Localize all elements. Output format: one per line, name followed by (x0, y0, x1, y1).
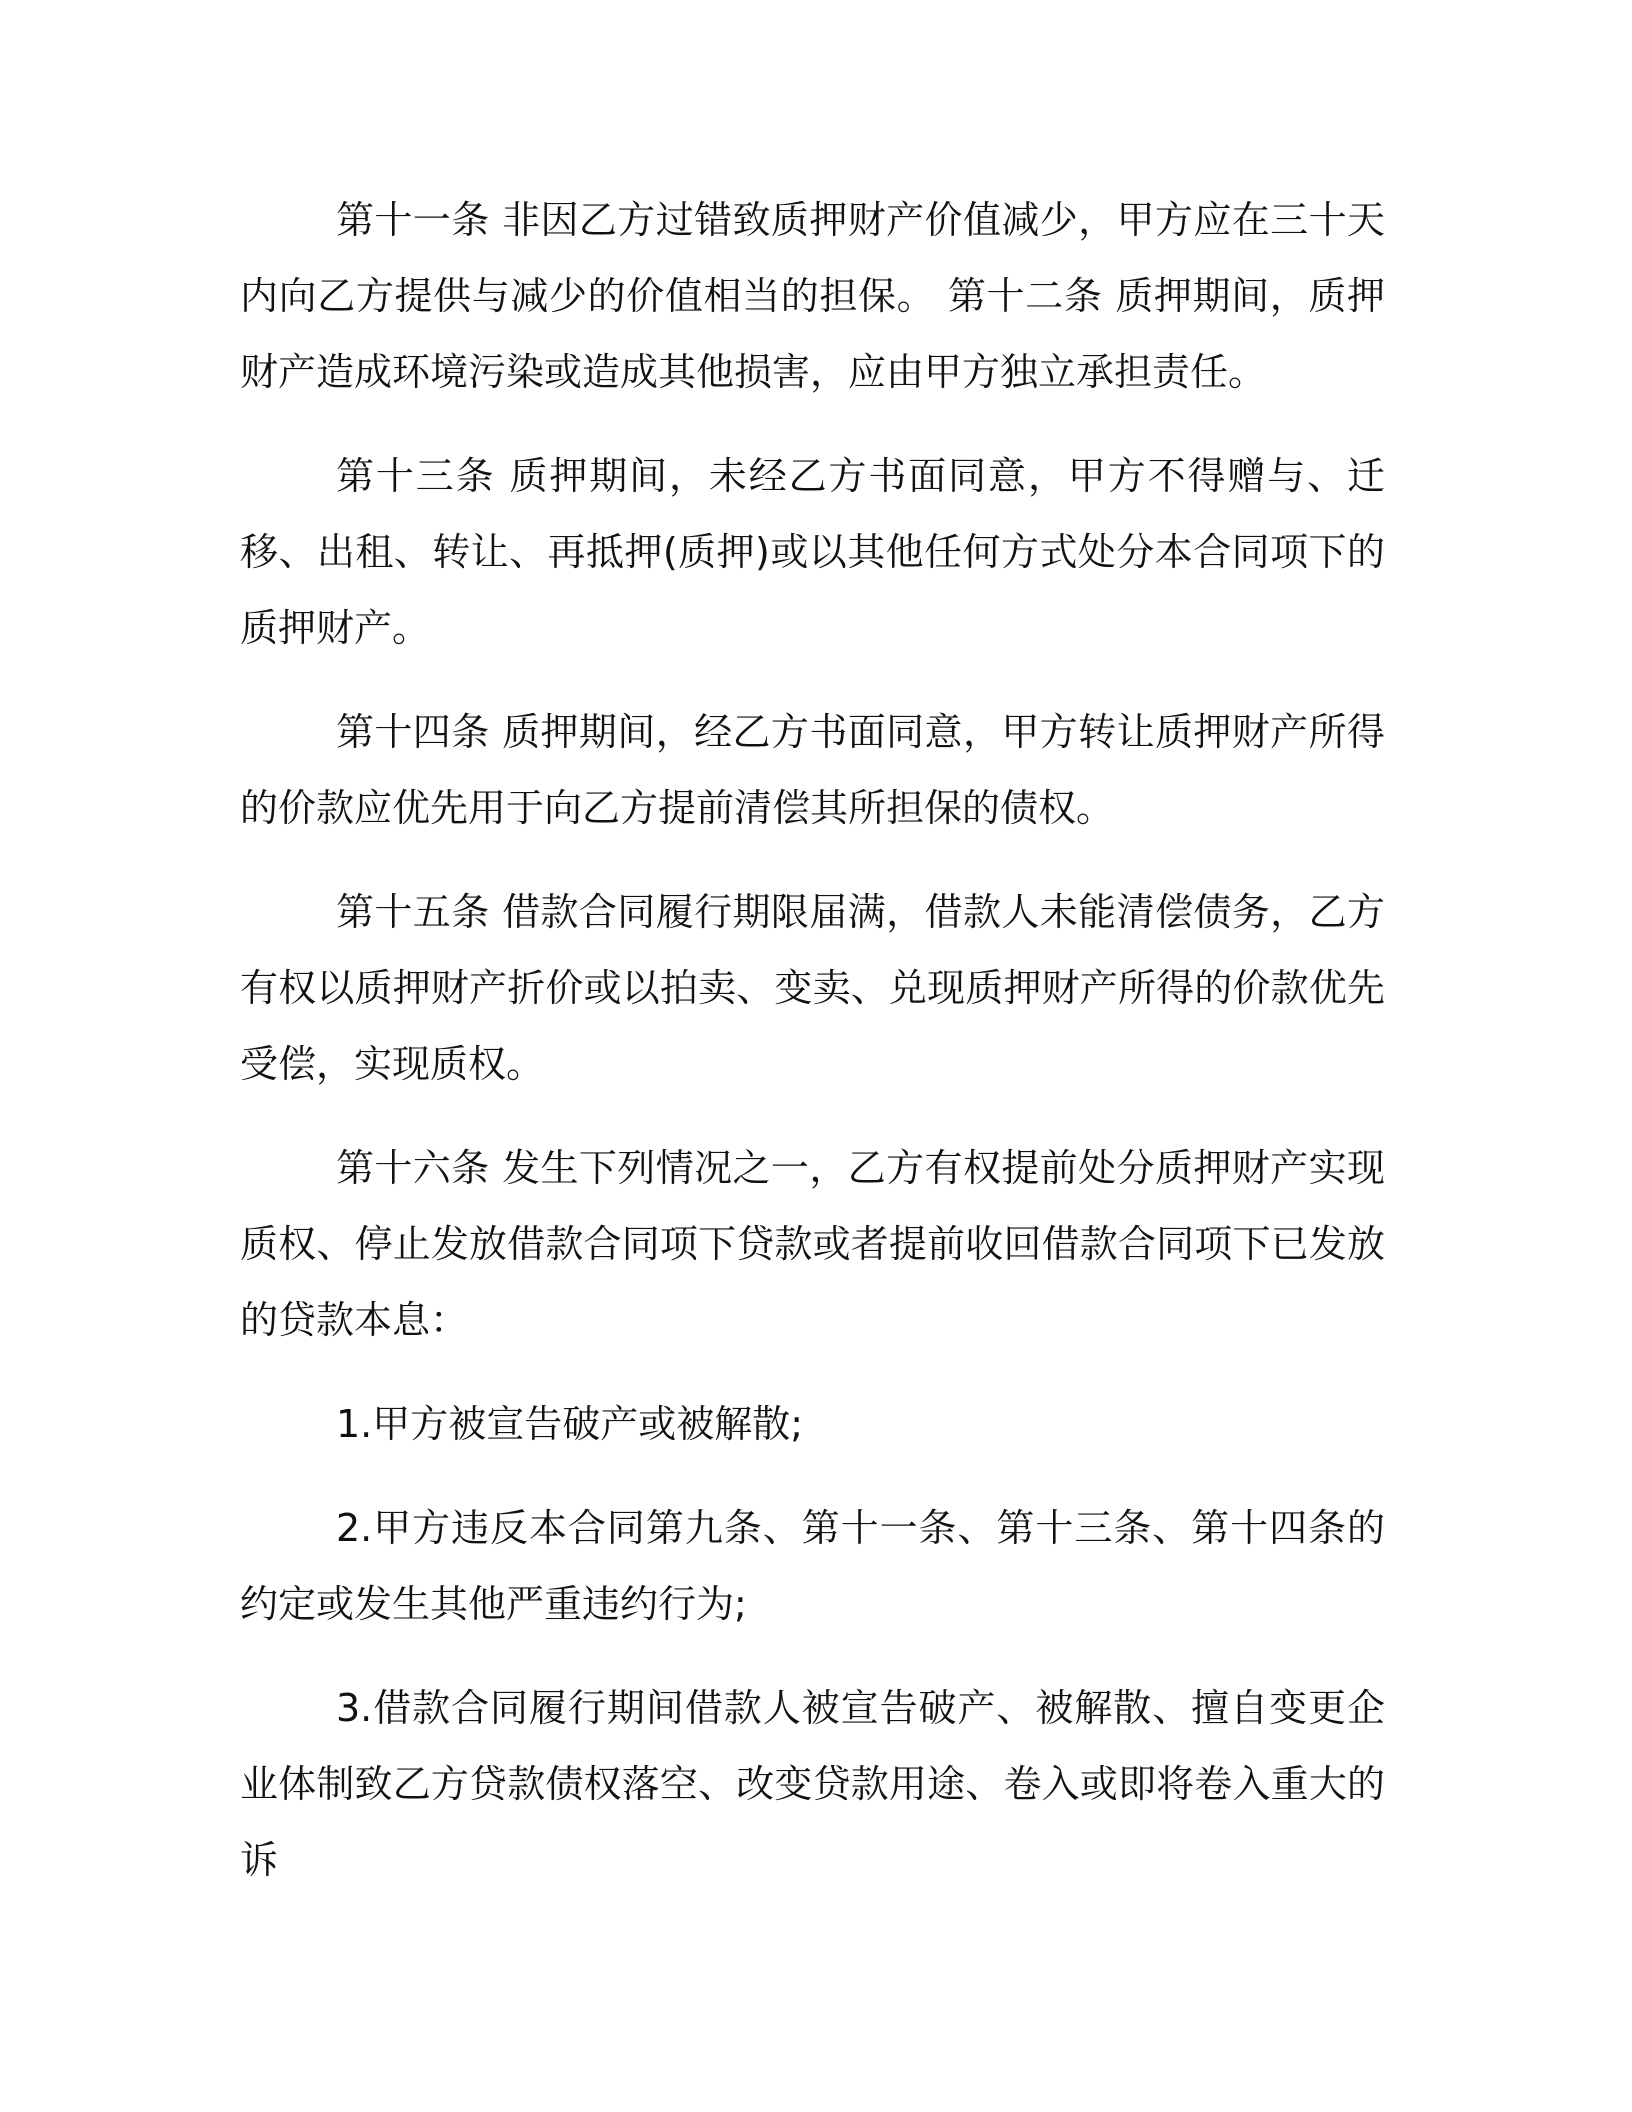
list-item-2: 2.甲方违反本合同第九条、第十一条、第十三条、第十四条的约定或发生其他严重违约行为; (240, 1506, 1385, 1626)
paragraph-article-16: 第十六条 发生下列情况之一，乙方有权提前处分质押财产实现质权、停止发放借款合同项下贷款或者提前收回借款合同项下已发放的贷款本息： (240, 1146, 1385, 1342)
paragraph-article-13: 第十三条 质押期间，未经乙方书面同意，甲方不得赠与、迁移、出租、转让、再抵押(质押)或以其他任何方式处分本合同项下的质押财产。 (240, 454, 1385, 650)
list-item-1: 1.甲方被宣告破产或被解散; (336, 1402, 804, 1446)
document-body (240, 182, 1385, 1926)
list-item-3: 3.借款合同履行期间借款人被宣告破产、被解散、擅自变更企业体制致乙方贷款债权落空、改变贷款用途、卷入或即将卷入重大的诉 (240, 1686, 1385, 1882)
paragraph-article-14: 第十四条 质押期间，经乙方书面同意，甲方转让质押财产所得的价款应优先用于向乙方提前清偿其所担保的债权。 (240, 710, 1385, 830)
paragraph-article-11-12: 第十一条 非因乙方过错致质押财产价值减少，甲方应在三十天内向乙方提供与减少的价值相当的担保。 第十二条 质押期间，质押财产造成环境污染或造成其他损害，应由甲方独立承担责任。 (240, 198, 1385, 394)
paragraph-article-15: 第十五条 借款合同履行期限届满，借款人未能清偿债务，乙方有权以质押财产折价或以拍卖、变卖、兑现质押财产所得的价款优先受偿，实现质权。 (240, 890, 1385, 1086)
